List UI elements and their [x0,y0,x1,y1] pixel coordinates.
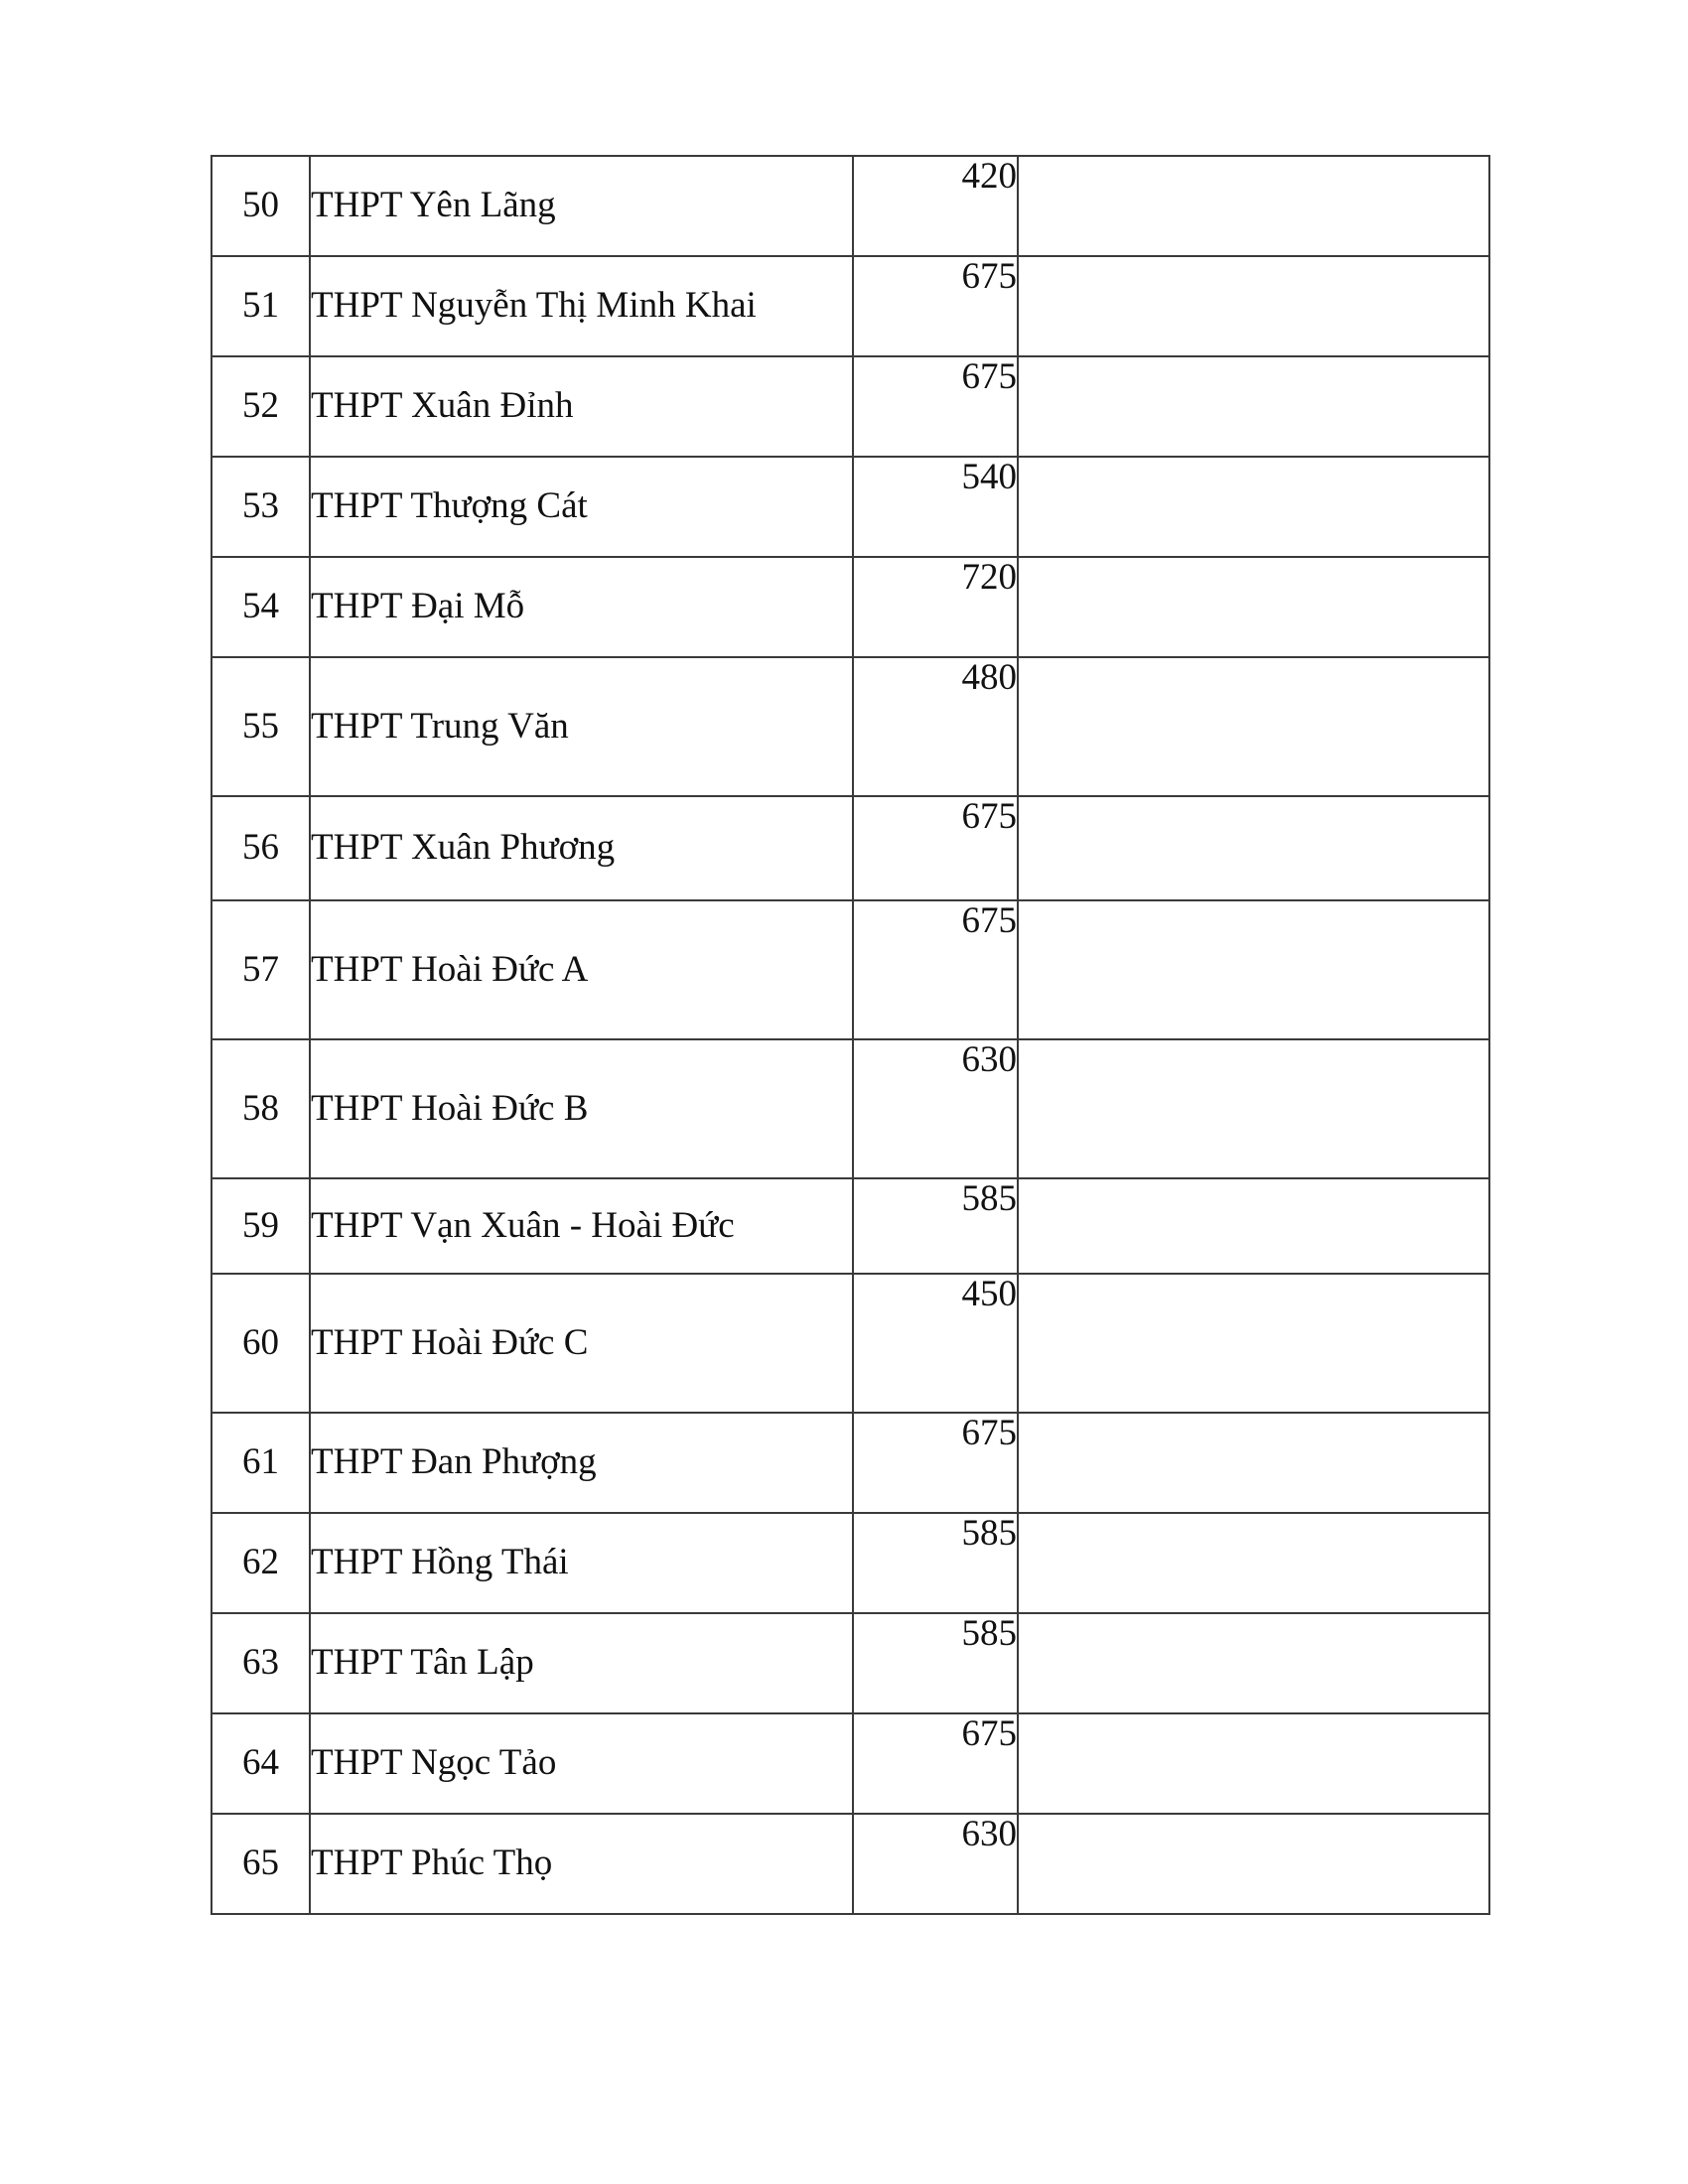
quota-value: 675 [853,1713,1018,1814]
table-row [211,1039,1489,1178]
note-cell [1018,1413,1489,1513]
school-name: THPT Trung Văn [310,657,853,796]
table-row [211,457,1489,557]
row-number: 65 [211,1814,310,1914]
note-cell [1018,1274,1489,1413]
school-name: THPT Xuân Phương [310,796,853,900]
row-number: 57 [211,900,310,1039]
row-number: 62 [211,1513,310,1613]
quota-value: 585 [853,1613,1018,1713]
table-row [211,1713,1489,1814]
quota-value: 675 [853,1413,1018,1513]
table-row [211,900,1489,1039]
note-cell [1018,256,1489,356]
table-row [211,557,1489,657]
quota-value: 540 [853,457,1018,557]
school-name: THPT Vạn Xuân - Hoài Đức [310,1178,853,1274]
note-cell [1018,356,1489,457]
school-name: THPT Hoài Đức B [310,1039,853,1178]
row-number: 51 [211,256,310,356]
table-row [211,1613,1489,1713]
table-row [211,1274,1489,1413]
note-cell [1018,1178,1489,1274]
school-name: THPT Yên Lãng [310,156,853,256]
school-name: THPT Hoài Đức C [310,1274,853,1413]
table-row [211,356,1489,457]
school-name: THPT Thượng Cát [310,457,853,557]
table-row [211,796,1489,900]
table-row [211,1513,1489,1613]
school-name: THPT Phúc Thọ [310,1814,853,1914]
note-cell [1018,657,1489,796]
school-name: THPT Ngọc Tảo [310,1713,853,1814]
school-quota-table [211,155,1490,1915]
quota-value: 675 [853,256,1018,356]
quota-value: 675 [853,796,1018,900]
row-number: 61 [211,1413,310,1513]
quota-value: 585 [853,1513,1018,1613]
quota-value: 675 [853,356,1018,457]
row-number: 60 [211,1274,310,1413]
note-cell [1018,1039,1489,1178]
row-number: 56 [211,796,310,900]
row-number: 58 [211,1039,310,1178]
row-number: 64 [211,1713,310,1814]
quota-value: 630 [853,1814,1018,1914]
quota-value: 720 [853,557,1018,657]
row-number: 59 [211,1178,310,1274]
table-row [211,156,1489,256]
school-name: THPT Đại Mỗ [310,557,853,657]
row-number: 52 [211,356,310,457]
school-name: THPT Nguyễn Thị Minh Khai [310,256,853,356]
note-cell [1018,796,1489,900]
table-row [211,1814,1489,1914]
school-name: THPT Tân Lập [310,1613,853,1713]
table-row [211,1413,1489,1513]
quota-value: 675 [853,900,1018,1039]
note-cell [1018,1713,1489,1814]
quota-value: 480 [853,657,1018,796]
row-number: 63 [211,1613,310,1713]
note-cell [1018,156,1489,256]
school-name: THPT Hoài Đức A [310,900,853,1039]
note-cell [1018,1814,1489,1914]
row-number: 50 [211,156,310,256]
row-number: 54 [211,557,310,657]
school-name: THPT Xuân Đỉnh [310,356,853,457]
table-row [211,1178,1489,1274]
table-row [211,256,1489,356]
school-name: THPT Đan Phượng [310,1413,853,1513]
note-cell [1018,1613,1489,1713]
row-number: 55 [211,657,310,796]
quota-value: 450 [853,1274,1018,1413]
table-row [211,657,1489,796]
note-cell [1018,900,1489,1039]
quota-value: 630 [853,1039,1018,1178]
note-cell [1018,1513,1489,1613]
row-number: 53 [211,457,310,557]
table-body [211,156,1489,1914]
quota-value: 420 [853,156,1018,256]
school-name: THPT Hồng Thái [310,1513,853,1613]
note-cell [1018,557,1489,657]
note-cell [1018,457,1489,557]
quota-value: 585 [853,1178,1018,1274]
